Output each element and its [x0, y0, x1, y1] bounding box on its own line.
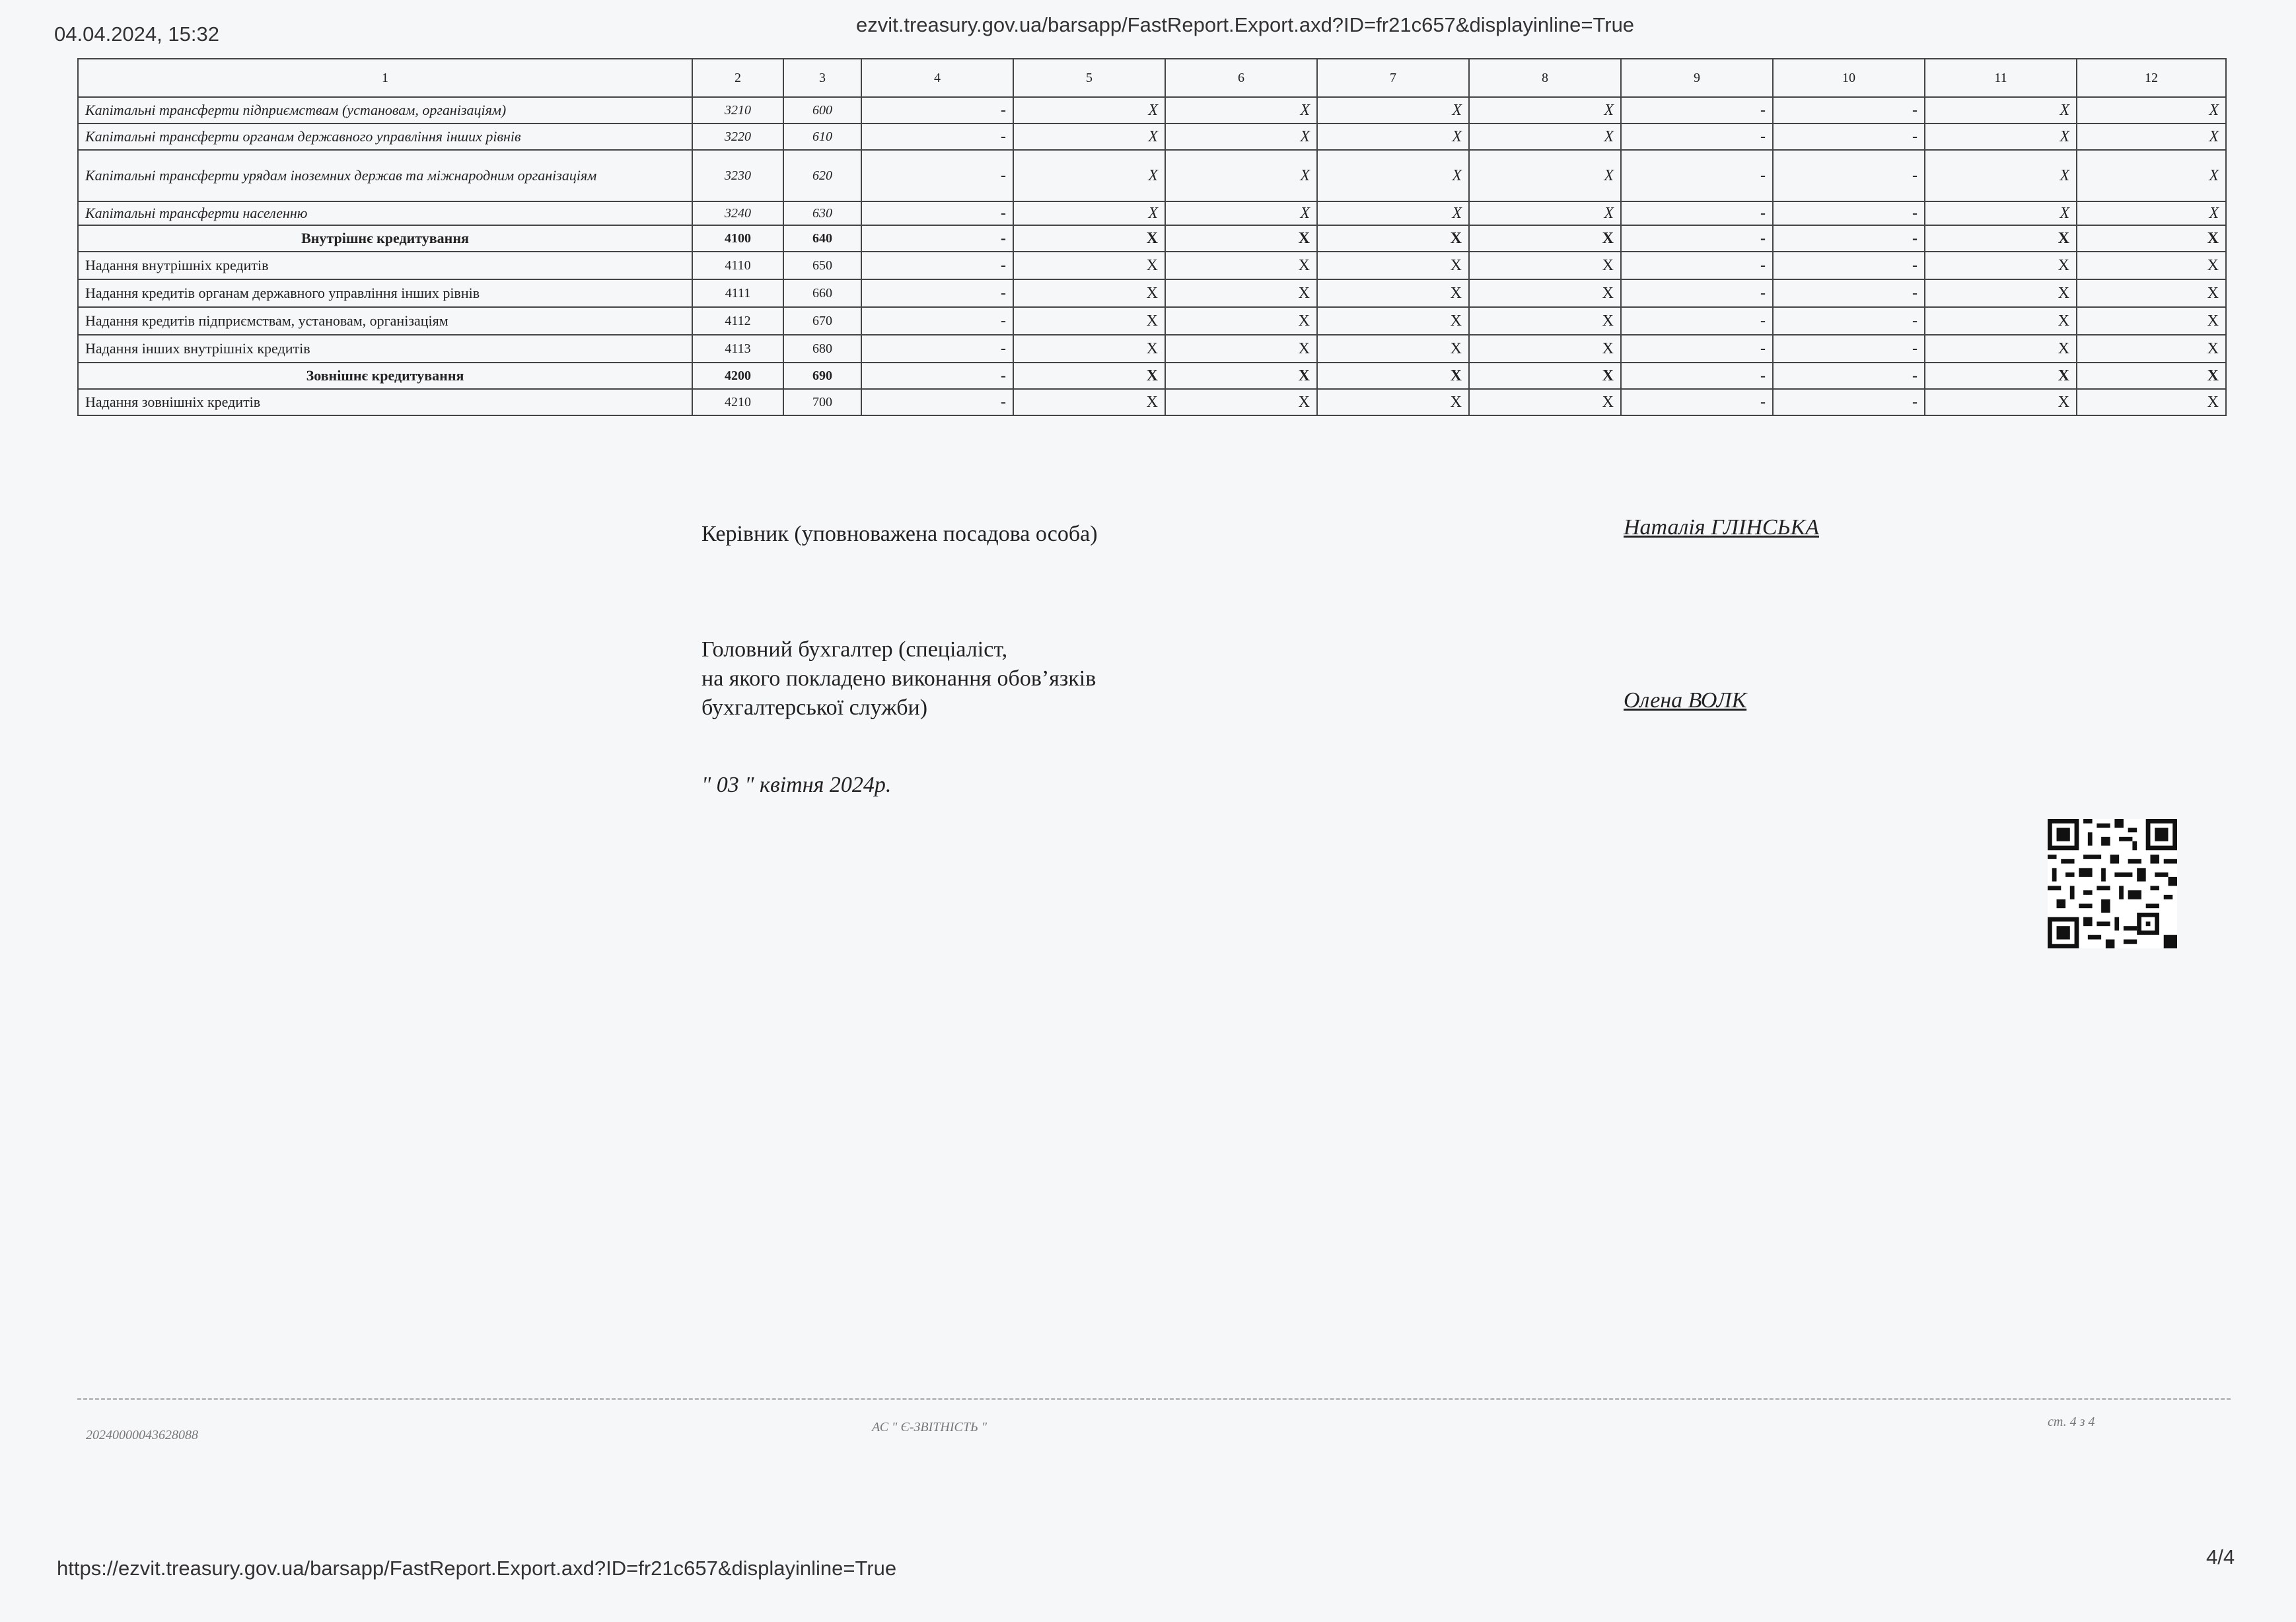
row-code: 3210 — [692, 97, 783, 123]
cell-value: X — [1013, 279, 1165, 307]
cell-value: - — [1773, 279, 1925, 307]
cell-value: - — [861, 201, 1013, 225]
system-name: АС " Є-ЗВІТНІСТЬ " — [872, 1420, 987, 1434]
cell-value: - — [1621, 389, 1773, 415]
cell-value: - — [1621, 252, 1773, 279]
cell-value: X — [1165, 201, 1317, 225]
row-line-number: 690 — [783, 363, 861, 389]
cell-value: X — [1165, 307, 1317, 335]
accountant-name: Олена ВОЛК — [1624, 688, 1747, 713]
cell-value: X — [2077, 363, 2226, 389]
table-row — [78, 225, 2226, 252]
head-name: Наталія ГЛІНСЬКА — [1624, 515, 1819, 540]
column-number: 5 — [1013, 59, 1165, 97]
cell-value: - — [861, 150, 1013, 201]
cell-value: X — [1165, 335, 1317, 363]
cell-value: - — [1773, 389, 1925, 415]
row-line-number: 610 — [783, 123, 861, 150]
cell-value: X — [1013, 201, 1165, 225]
report-table — [77, 58, 2227, 416]
row-line-number: 620 — [783, 150, 861, 201]
table-row — [78, 335, 2226, 363]
cell-value: X — [1317, 335, 1469, 363]
row-line-number: 600 — [783, 97, 861, 123]
cell-value: - — [861, 97, 1013, 123]
column-number: 4 — [861, 59, 1013, 97]
cell-value: - — [861, 307, 1013, 335]
table-row — [78, 363, 2226, 389]
row-line-number: 630 — [783, 201, 861, 225]
cell-value: X — [1317, 252, 1469, 279]
cell-value: X — [1013, 307, 1165, 335]
cell-value: X — [1317, 307, 1469, 335]
row-line-number: 650 — [783, 252, 861, 279]
row-code: 4100 — [692, 225, 783, 252]
cell-value: X — [1013, 225, 1165, 252]
row-label: Надання зовнішніх кредитів — [78, 389, 692, 415]
print-header-url: ezvit.treasury.gov.ua/barsapp/FastReport.Export.axd?ID=fr21c657&displayinline=True — [856, 13, 1635, 36]
row-line-number: 680 — [783, 335, 861, 363]
column-number: 12 — [2077, 59, 2226, 97]
column-number: 1 — [78, 59, 692, 97]
cell-value: X — [1925, 150, 2077, 201]
cell-value: X — [1013, 335, 1165, 363]
cell-value: X — [1165, 97, 1317, 123]
row-code: 4210 — [692, 389, 783, 415]
cell-value: X — [1013, 123, 1165, 150]
row-label: Надання інших внутрішніх кредитів — [78, 335, 692, 363]
cell-value: X — [1317, 201, 1469, 225]
cell-value: X — [1165, 225, 1317, 252]
cell-value: X — [2077, 97, 2226, 123]
cell-value: X — [1925, 389, 2077, 415]
column-number: 11 — [1925, 59, 2077, 97]
cell-value: - — [861, 225, 1013, 252]
cell-value: X — [1925, 201, 2077, 225]
row-code: 4200 — [692, 363, 783, 389]
column-number: 3 — [783, 59, 861, 97]
row-label: Внутрішнє кредитування — [78, 225, 692, 252]
row-code: 4111 — [692, 279, 783, 307]
cell-value: X — [1469, 279, 1621, 307]
qr-code — [2048, 819, 2177, 948]
cell-value: - — [1621, 225, 1773, 252]
cell-value: X — [1165, 123, 1317, 150]
cell-value: X — [1469, 150, 1621, 201]
cell-value: X — [1925, 335, 2077, 363]
cell-value: - — [861, 363, 1013, 389]
table-row — [78, 279, 2226, 307]
cell-value: - — [1621, 123, 1773, 150]
accountant-title-line1: Головний бухгалтер (спеціаліст, — [701, 637, 1008, 662]
cell-value: - — [1621, 363, 1773, 389]
row-label: Зовнішнє кредитування — [78, 363, 692, 389]
page-number: ст. 4 з 4 — [2048, 1415, 2095, 1429]
cell-value: X — [1317, 123, 1469, 150]
table-row — [78, 201, 2226, 225]
table-row — [78, 389, 2226, 415]
row-code: 3240 — [692, 201, 783, 225]
row-label: Капітальні трансферти населенню — [78, 201, 692, 225]
cell-value: X — [1013, 150, 1165, 201]
cell-value: X — [1165, 150, 1317, 201]
cell-value: - — [1773, 335, 1925, 363]
table-row — [78, 123, 2226, 150]
signing-date: " 03 " квітня 2024р. — [701, 773, 892, 797]
cell-value: X — [2077, 225, 2226, 252]
column-number-row — [78, 59, 2226, 97]
cell-value: - — [1621, 307, 1773, 335]
cell-value: X — [1469, 201, 1621, 225]
cell-value: X — [1317, 363, 1469, 389]
row-line-number: 700 — [783, 389, 861, 415]
cell-value: - — [861, 279, 1013, 307]
cell-value: X — [1469, 389, 1621, 415]
cell-value: X — [1469, 252, 1621, 279]
cell-value: - — [1773, 363, 1925, 389]
cell-value: X — [2077, 123, 2226, 150]
accountant-title-line3: бухгалтерської служби) — [701, 695, 928, 720]
column-number: 7 — [1317, 59, 1469, 97]
cell-value: X — [1317, 225, 1469, 252]
cell-value: X — [1469, 225, 1621, 252]
column-number: 2 — [692, 59, 783, 97]
cell-value: X — [1925, 363, 2077, 389]
cell-value: X — [1317, 279, 1469, 307]
cell-value: X — [1469, 97, 1621, 123]
column-number: 9 — [1621, 59, 1773, 97]
print-datetime: 04.04.2024, 15:32 — [54, 22, 219, 46]
cell-value: X — [1925, 225, 2077, 252]
cell-value: X — [2077, 201, 2226, 225]
head-title: Керівник (уповноважена посадова особа) — [701, 522, 1098, 546]
cell-value: X — [1925, 97, 2077, 123]
cell-value: X — [1013, 363, 1165, 389]
cell-value: - — [1621, 97, 1773, 123]
cell-value: X — [2077, 279, 2226, 307]
cell-value: - — [1773, 97, 1925, 123]
cell-value: X — [1165, 252, 1317, 279]
row-code: 4113 — [692, 335, 783, 363]
cell-value: X — [2077, 335, 2226, 363]
cell-value: X — [1317, 389, 1469, 415]
row-label: Капітальні трансферти урядам іноземних держав та міжнародним організаціям — [78, 150, 692, 201]
cell-value: X — [1469, 307, 1621, 335]
row-label: Надання кредитів підприємствам, установам, організаціям — [78, 307, 692, 335]
column-number: 6 — [1165, 59, 1317, 97]
cell-value: X — [1013, 389, 1165, 415]
cell-value: X — [1165, 279, 1317, 307]
cell-value: X — [1925, 279, 2077, 307]
accountant-title-line2: на якого покладено виконання обов’язків — [701, 666, 1096, 691]
row-label: Надання внутрішніх кредитів — [78, 252, 692, 279]
column-number: 8 — [1469, 59, 1621, 97]
document-id: 20240000043628088 — [86, 1428, 198, 1442]
cell-value: - — [1621, 201, 1773, 225]
report-table-body — [78, 97, 2226, 415]
cell-value: X — [1317, 150, 1469, 201]
row-line-number: 660 — [783, 279, 861, 307]
row-code: 4110 — [692, 252, 783, 279]
cell-value: - — [1621, 279, 1773, 307]
print-page-counter: 4/4 — [2206, 1545, 2235, 1569]
cell-value: X — [1925, 123, 2077, 150]
cell-value: X — [1013, 252, 1165, 279]
cell-value: X — [1165, 389, 1317, 415]
cell-value: X — [2077, 252, 2226, 279]
cell-value: - — [1773, 225, 1925, 252]
cell-value: - — [1773, 201, 1925, 225]
table-row — [78, 307, 2226, 335]
footer-divider — [77, 1398, 2231, 1400]
cell-value: X — [2077, 307, 2226, 335]
row-label: Капітальні трансферти підприємствам (установам, організаціям) — [78, 97, 692, 123]
cell-value: X — [1925, 307, 2077, 335]
table-row — [78, 252, 2226, 279]
cell-value: - — [1773, 150, 1925, 201]
cell-value: X — [1925, 252, 2077, 279]
row-code: 3220 — [692, 123, 783, 150]
table-row — [78, 150, 2226, 201]
cell-value: X — [1317, 97, 1469, 123]
cell-value: - — [861, 335, 1013, 363]
row-code: 4112 — [692, 307, 783, 335]
cell-value: X — [2077, 150, 2226, 201]
cell-value: X — [1469, 363, 1621, 389]
cell-value: - — [861, 252, 1013, 279]
column-number: 10 — [1773, 59, 1925, 97]
row-line-number: 670 — [783, 307, 861, 335]
row-code: 3230 — [692, 150, 783, 201]
cell-value: - — [861, 123, 1013, 150]
cell-value: X — [1469, 123, 1621, 150]
cell-value: - — [1773, 123, 1925, 150]
cell-value: - — [1621, 150, 1773, 201]
cell-value: X — [2077, 389, 2226, 415]
cell-value: X — [1013, 97, 1165, 123]
print-footer-url: https://ezvit.treasury.gov.ua/barsapp/FastReport.Export.axd?ID=fr21c657&displayinline=True — [57, 1557, 897, 1580]
cell-value: X — [1469, 335, 1621, 363]
row-label: Капітальні трансферти органам державного управління інших рівнів — [78, 123, 692, 150]
row-label: Надання кредитів органам державного управління інших рівнів — [78, 279, 692, 307]
cell-value: - — [1621, 335, 1773, 363]
table-row — [78, 97, 2226, 123]
cell-value: - — [861, 389, 1013, 415]
cell-value: - — [1773, 252, 1925, 279]
cell-value: - — [1773, 307, 1925, 335]
row-line-number: 640 — [783, 225, 861, 252]
cell-value: X — [1165, 363, 1317, 389]
